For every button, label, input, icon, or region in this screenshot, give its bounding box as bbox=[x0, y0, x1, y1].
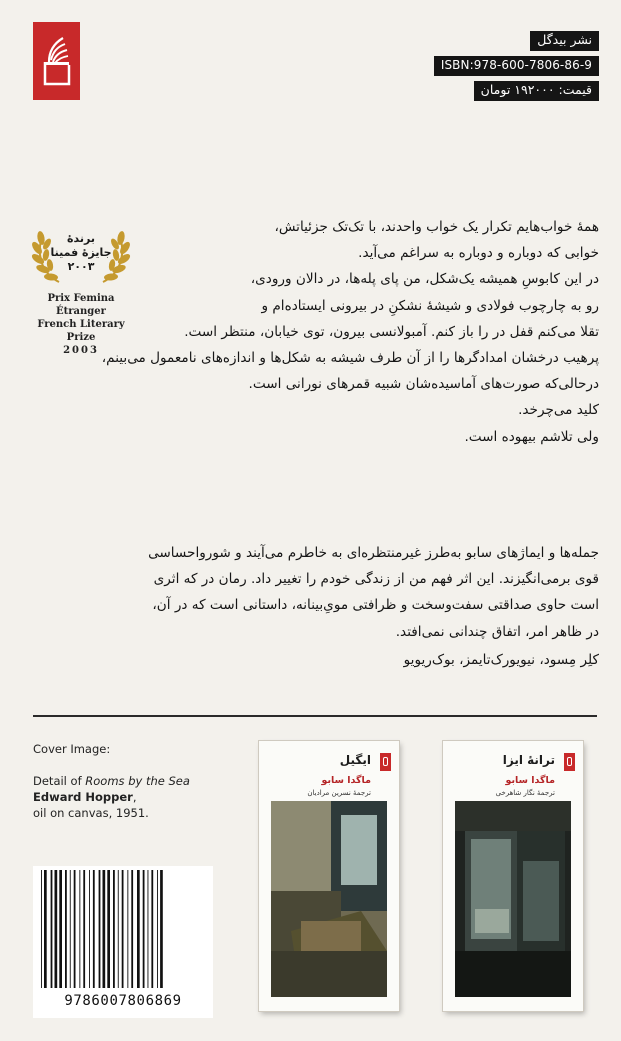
detail-prefix: Detail of bbox=[33, 774, 86, 788]
barcode-bar bbox=[160, 870, 163, 988]
publisher-mini-logo bbox=[564, 753, 575, 771]
excerpt-line: پرهیب درخشان امدادگرها را از آن طرف شیشه به شکل‌ها و اندازه‌های نامعمول می‌بینم، bbox=[101, 350, 599, 367]
book-translator: ترجمهٔ نسرین مرادیان bbox=[307, 789, 371, 797]
barcode-bar bbox=[127, 870, 128, 988]
barcode-bar bbox=[89, 870, 90, 988]
barcode-bar bbox=[137, 870, 140, 988]
review-line: قوی برمی‌انگیزند. این اثر فهم من از زندگی خودم را تغییر داد. رمان در که اثری bbox=[153, 571, 599, 588]
review-quote bbox=[21, 540, 599, 673]
barcode-bar bbox=[118, 870, 119, 988]
barcode-bar bbox=[103, 870, 106, 988]
barcode-bar bbox=[143, 870, 145, 988]
excerpt-line: کلید می‌چرخد. bbox=[518, 402, 599, 419]
barcode-bar bbox=[113, 870, 115, 988]
cover-painting bbox=[271, 801, 387, 997]
barcode-bar bbox=[83, 870, 85, 988]
excerpt-line: درحالی‌که صورت‌های آماسیده‌شان شبیه قمرهای نورانی است. bbox=[248, 376, 599, 393]
barcode-bar bbox=[107, 870, 110, 988]
related-book-eagle bbox=[259, 741, 399, 1011]
publisher-logo bbox=[33, 22, 80, 100]
award-farsi-line2: جایزهٔ فمینا bbox=[50, 246, 112, 259]
award-line1: Prix Femina Étranger bbox=[47, 293, 115, 317]
award-farsi-year: ۲۰۰۳ bbox=[67, 260, 95, 273]
review-attribution: کلِر مِسود، نیویورک‌تایمز، بوک‌ریویو bbox=[403, 651, 599, 668]
barcode-bar bbox=[55, 870, 58, 988]
barcode-bar bbox=[70, 870, 71, 988]
cover-credit: Cover Image: Detail of Rooms by the Sea Edward Hopper, oil on canvas, 1951. bbox=[33, 741, 233, 821]
cover-credit-label: Cover Image: bbox=[33, 742, 111, 756]
barcode-bar bbox=[79, 870, 80, 988]
excerpt-line: همهٔ خواب‌هایم تکرار یک خواب واحدند، با تک‌تک جزئیاتش، bbox=[274, 219, 599, 235]
barcode-bar bbox=[157, 870, 158, 988]
barcode-bar bbox=[59, 870, 62, 988]
excerpt-text bbox=[101, 214, 599, 450]
excerpt-line: رو به چارچوب فولادی و شیشهٔ نشکنِ در بیرونی ایستاده‌ام و bbox=[261, 297, 599, 314]
award-farsi-text bbox=[22, 232, 140, 274]
award-line2: French Literary Prize bbox=[37, 319, 125, 343]
award-farsi-line1: برندهٔ bbox=[67, 232, 95, 245]
barcode-bar bbox=[122, 870, 124, 988]
price-label: قیمت: ۱۹۲۰۰۰ تومان bbox=[474, 81, 599, 101]
book-author: ماگدا سابو bbox=[321, 775, 371, 786]
painting-title: Rooms by the Sea bbox=[85, 774, 190, 788]
barcode-bar bbox=[44, 870, 47, 988]
excerpt-line: تقلا می‌کنم قفل در را باز کنم. آمبولانسی بیرون، توی خیابان، منتظر است. bbox=[184, 323, 599, 340]
publisher-mini-logo bbox=[380, 753, 391, 771]
barcode-bar bbox=[41, 870, 42, 988]
barcode-bar bbox=[99, 870, 101, 988]
barcode-bar bbox=[74, 870, 76, 988]
related-book-iza bbox=[443, 741, 583, 1011]
isbn-label: ISBN:978-600-7806-86-9 bbox=[434, 56, 599, 76]
book-title: ترانهٔ ایزا bbox=[502, 753, 555, 767]
award-badge bbox=[22, 222, 140, 357]
award-year: 2003 bbox=[63, 345, 99, 356]
excerpt-line: خوابی که دوباره و دوباره به سراغم می‌آید. bbox=[358, 245, 599, 262]
review-line: است حاوی صداقتی سفت‌وسخت و ظرافتی مویِ‌بینانه، داستانی است که در آن، bbox=[152, 597, 599, 614]
barcode-bar bbox=[65, 870, 67, 988]
publisher-name: نشر بیدگل bbox=[530, 31, 599, 51]
feather-book-icon bbox=[33, 22, 80, 100]
barcode bbox=[33, 866, 213, 1018]
excerpt-line: در این کابوسِ همیشه یک‌شکل، من پای پله‌ها، در دالان ورودی، bbox=[250, 271, 599, 288]
cover-credit-detail bbox=[33, 773, 233, 789]
barcode-digits: 9786007806869 bbox=[64, 993, 182, 1009]
barcode-bar bbox=[148, 870, 149, 988]
cover-painting bbox=[455, 801, 571, 997]
barcode-bars bbox=[39, 870, 207, 990]
painting-medium: oil on canvas, 1951. bbox=[33, 806, 149, 820]
divider bbox=[33, 715, 597, 717]
barcode-bar bbox=[151, 870, 153, 988]
review-line: در ظاهر امر، اتفاق چندانی نمی‌افتد. bbox=[395, 623, 599, 640]
barcode-bar bbox=[131, 870, 133, 988]
book-translator: ترجمهٔ نگار شاهرخی bbox=[495, 789, 555, 797]
book-author: ماگدا سابو bbox=[505, 775, 555, 786]
review-line: جمله‌ها و ایماژهای سابو به‌طرز غیرمنتظره‌ای به خاطرم می‌آیند و شوروا‌حساسی bbox=[148, 545, 599, 561]
publisher-info bbox=[434, 31, 599, 101]
barcode-bar bbox=[51, 870, 53, 988]
artist-name: Edward Hopper bbox=[33, 790, 133, 804]
barcode-bar bbox=[93, 870, 95, 988]
book-title: ایگیل bbox=[339, 753, 371, 767]
excerpt-line: ولی تلاشم بیهوده است. bbox=[464, 428, 599, 445]
